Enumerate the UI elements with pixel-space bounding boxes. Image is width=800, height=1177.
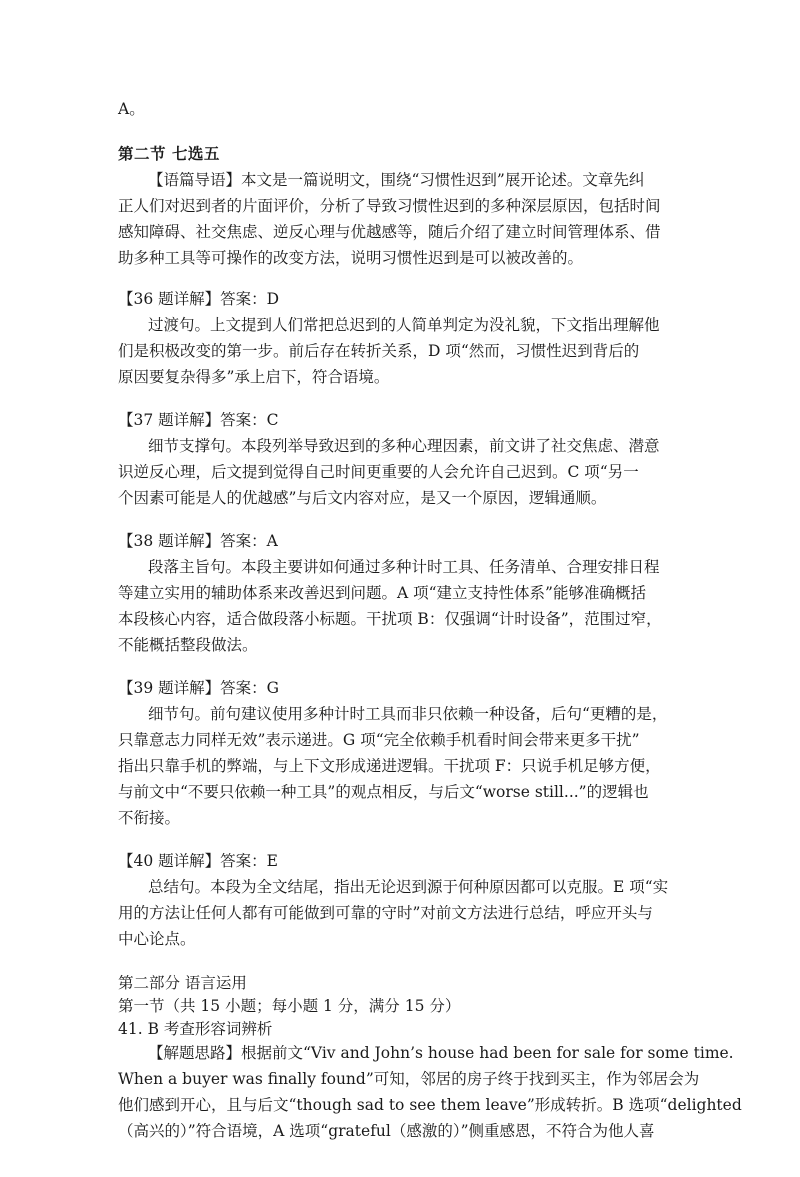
answer-heading: 【36 题详解】答案：D — [118, 290, 280, 308]
part-title: 第二部分 语言运用 — [118, 974, 247, 992]
explanation-line: 段落主旨句。本段主要讲如何通过多种计时工具、任务清单、合理安排日程 — [148, 558, 660, 576]
item-heading: 41. B 考查形容词辨析 — [118, 1020, 273, 1038]
explanation-line: 不衔接。 — [118, 809, 181, 827]
explanation-line: 细节句。前句建议使用多种计时工具而非只依赖一种设备，后句“更糟的是， — [148, 705, 668, 723]
explanation-line: 原因要复杂得多”承上启下，符合语境。 — [118, 368, 390, 386]
explanation-line: 细节支撑句。本段列举导致迟到的多种心理因素，前文讲了社交焦虑、潜意 — [148, 437, 660, 455]
explanation-line: 只靠意志力同样无效”表示递进。G 项“完全依赖手机看时间会带来更多干扰” — [118, 731, 640, 749]
explanation-line: 个因素可能是人的优越感”与后文内容对应，是又一个原因，逻辑通顺。 — [118, 489, 607, 507]
explanation-line: 等建立实用的辅助体系来改善迟到问题。A 项“建立支持性体系”能够准确概括 — [118, 584, 646, 602]
top-fragment: A。 — [118, 100, 145, 118]
section-title: 第二节 七选五 — [118, 144, 220, 163]
explanation-line: 与前文中“不要只依赖一种工具”的观点相反，与后文“worse still...”的逻辑也 — [118, 783, 649, 801]
explanation-line: 本段核心内容，适合做段落小标题。干扰项 B：仅强调“计时设备”，范围过窄， — [118, 610, 662, 628]
answer-heading: 【37 题详解】答案：C — [118, 411, 279, 429]
explanation-line: 总结句。本段为全文结尾，指出无论迟到源于何种原因都可以克服。E 项“实 — [148, 878, 669, 896]
explanation-line: 识逆反心理，后文提到觉得自己时间更重要的人会允许自己迟到。C 项“另一 — [118, 463, 639, 481]
intro-line: 助多种工具等可操作的改变方法，说明习惯性迟到是可以被改善的。 — [118, 249, 584, 267]
answer-heading: 【39 题详解】答案：G — [118, 679, 280, 697]
answer-heading: 【40 题详解】答案：E — [118, 852, 278, 870]
explanation-line: 【解题思路】根据前文“Viv and John’s house had been for sale for some time. — [148, 1044, 734, 1062]
explanation-line: When a buyer was finally found”可知，邻居的房子终于找到买主，作为邻居会为 — [118, 1070, 700, 1088]
explanation-line: 过渡句。上文提到人们常把总迟到的人简单判定为没礼貌，下文指出理解他 — [148, 316, 660, 334]
explanation-line: 中心论点。 — [118, 930, 196, 948]
explanation-line: 们是积极改变的第一步。前后存在转折关系，D 项“然而，习惯性迟到背后的 — [118, 342, 640, 360]
explanation-line: 指出只靠手机的弊端，与上下文形成递进逻辑。干扰项 F：只说手机足够方便， — [118, 757, 661, 775]
intro-line: 正人们对迟到者的片面评价，分析了导致习惯性迟到的多种深层原因，包括时间 — [118, 197, 661, 215]
intro-line: 【语篇导语】本文是一篇说明文，围绕“习惯性迟到”展开论述。文章先纠 — [148, 171, 645, 189]
explanation-line: （高兴的）”符合语境，A 选项“grateful（感激的）”侧重感恩，不符合为他人喜 — [118, 1122, 655, 1140]
explanation-line: 不能概括整段做法。 — [118, 636, 258, 654]
answer-heading: 【38 题详解】答案：A — [118, 532, 278, 550]
intro-line: 感知障碍、社交焦虑、逆反心理与优越感等，随后介绍了建立时间管理体系、借 — [118, 223, 661, 241]
section-heading: 第一节（共 15 小题；每小题 1 分，满分 15 分） — [118, 997, 461, 1015]
explanation-line: 他们感到开心，且与后文“though sad to see them leave”形成转折。B 选项“delighted — [118, 1096, 742, 1114]
explanation-line: 用的方法让任何人都有可能做到可靠的守时”对前文方法进行总结，呼应开头与 — [118, 904, 653, 922]
